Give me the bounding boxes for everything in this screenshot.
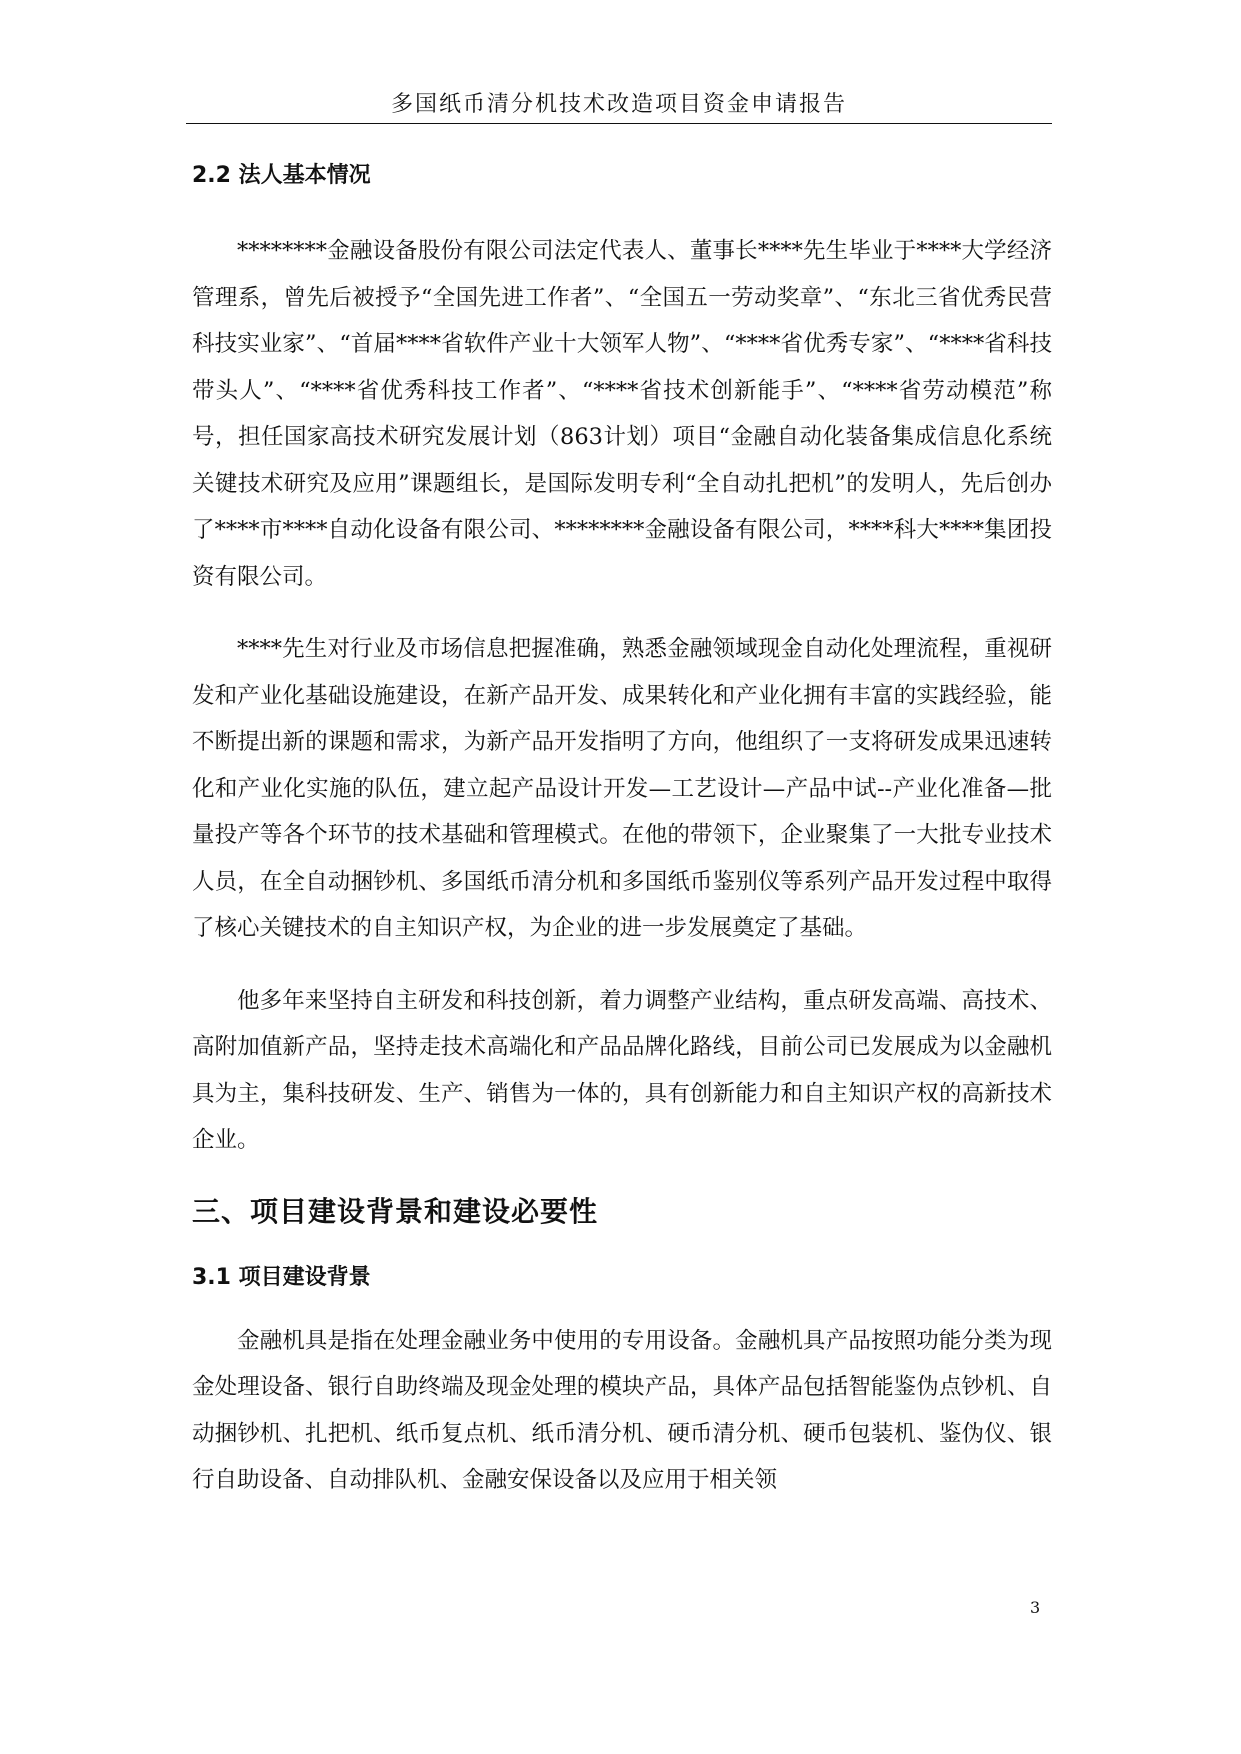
paragraph-company-development: 他多年来坚持自主研发和科技创新，着力调整产业结构，重点研发高端、高技术、高附加值新产品，坚持走技术高端化和产品品牌化路线，目前公司已发展成为以金融机具为主，集科技研发、生产、销售为一体的，具有创新能力和自主知识产权的高新技术企业。 [192,987,1052,1153]
running-header: 多国纸币清分机技术改造项目资金申请报告 [390,92,847,117]
paragraph-management-experience: ****先生对行业及市场信息把握准确，熟悉金融领域现金自动化处理流程，重视研发和产业化基础设施建设，在新产品开发、成果转化和产业化拥有丰富的实践经验，能不断提出新的课题和需求，为新产品开发指明了方向，他组织了一支将研发成果迅速转化和产业化实施的队伍，建立起产品设计开发—工艺设计—产品中试--产业化准备—批量投产等各个环节的技术基础和管理模式。在他的带领下，企业聚集了一大批专业技术人员，在全自动捆钞机、多国纸币清分机和多国纸币鉴别仪等系列产品开发过程中取得了核心关键技术的自主知识产权，为企业的进一步发展奠定了基础。 [192,636,1052,941]
page-number: 3 [1030,1598,1041,1617]
paragraph-legal-representative: ********金融设备股份有限公司法定代表人、董事长****先生毕业于****大学经济管理系，曾先后被授予“全国先进工作者”、“全国五一劳动奖章”、“东北三省优秀民营科技实业家”、“首届****省软件产业十大领军人物”、“****省优秀专家”、“****省科技带头人”、“****省优秀科技工作者”、“****省技术创新能手”、“****省劳动模范”称号，担任国家高技术研究发展计划（863计划）项目“金融自动化装备集成信息化系统关键技术研究及应用”课题组长，是国际发明专利“全自动扎把机”的发明人，先后创办了****市****自动化设备有限公司、********金融设备有限公司，****科大****集团投资有限公司。 [192,238,1052,590]
section-2-2-title: 2.2 法人基本情况 [192,163,371,188]
section-3-1-title: 3.1 项目建设背景 [192,1264,371,1290]
page-body [192,158,1052,1504]
header-rule [186,123,1052,124]
paragraph-financial-equipment: 金融机具是指在处理金融业务中使用的专用设备。金融机具产品按照功能分类为现金处理设备、银行自助终端及现金处理的模块产品，具体产品包括智能鉴伪点钞机、自动捆钞机、扎把机、纸币复点机、纸币清分机、硬币清分机、硬币包装机、鉴伪仪、银行自助设备、自动排队机、金融安保设备以及应用于相关领 [192,1327,1052,1493]
chapter-3-title: 三、项目建设背景和建设必要性 [192,1194,599,1228]
